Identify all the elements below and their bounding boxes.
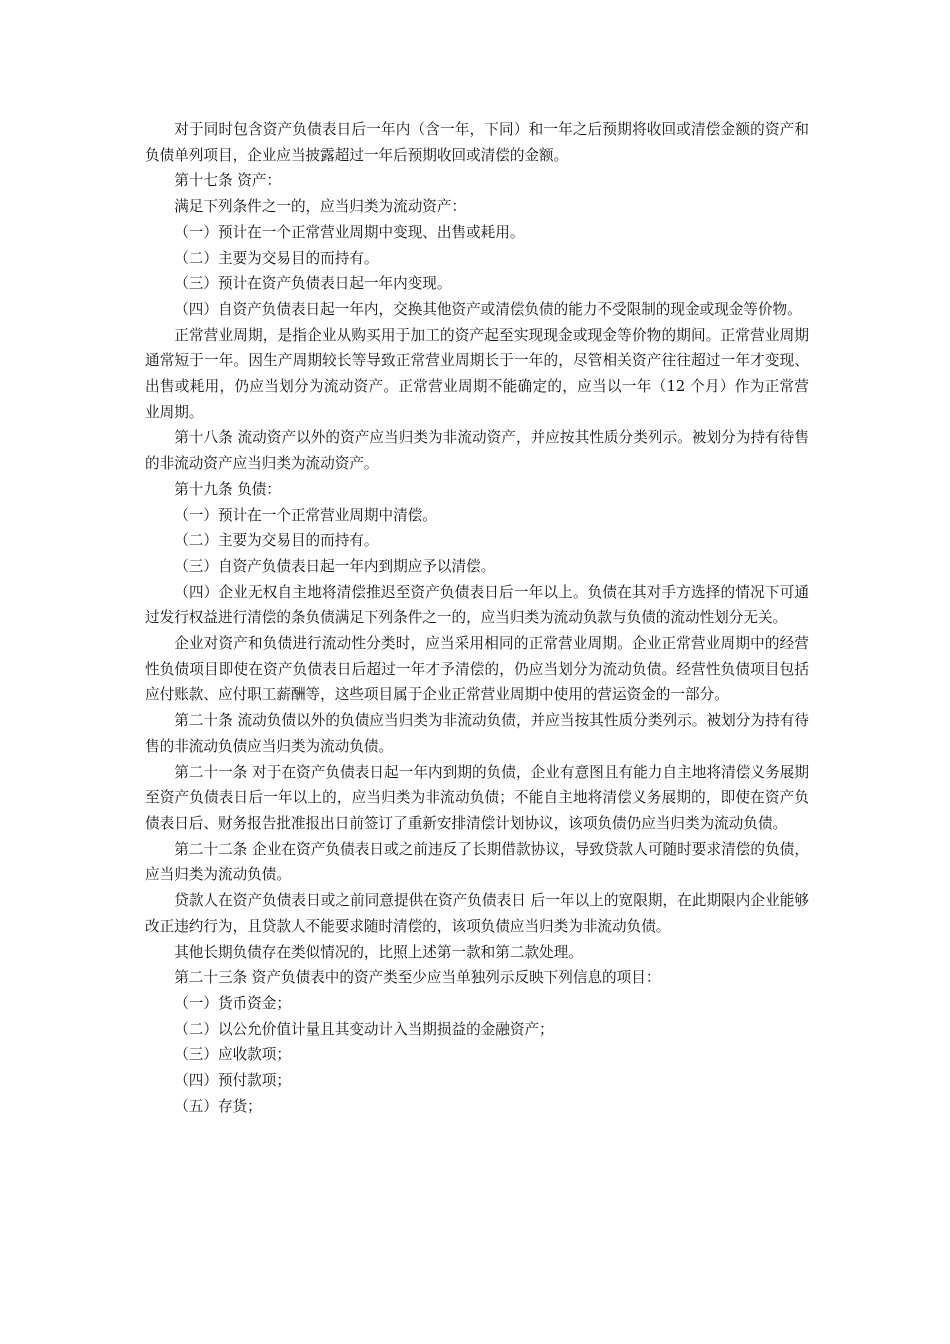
list-item: （五）存货； (174, 1097, 262, 1115)
article-20-paragraph: 第二十条 流动负债以外的负债应当归类为非流动负债，并应当按其性质分类列示。被划分为持有待售的非流动负债应当归类为流动负债。 (145, 712, 809, 755)
article-18-paragraph: 第十八条 流动资产以外的资产应当归类为非流动资产，并应按其性质分类列示。被划分为持有待售的非流动资产应当归类为流动资产。 (145, 429, 809, 473)
paragraph: 贷款人在资产负债表日或之前同意提供在资产负债表日 后一年以上的宽限期，在此期限内企业能够改正违约行为，且贷款人不能要求随时清偿的，该项负债应当归类为非流动负债。 (145, 892, 809, 935)
list-item: （三）自资产负债表日起一年内到期应予以清偿。 (174, 557, 496, 575)
list-item: （四）预付款项； (174, 1072, 291, 1090)
article-17-heading: 第十七条 资产： (174, 172, 281, 190)
list-item: （四）企业无权自主地将清偿推迟至资产负债表日后一年以上。负债在其对手方选择的情况下可通过发行权益进行清偿的条负债满足下列条件之一的，应当归类为流动负款与负债的流动性划分无关。 (145, 583, 809, 627)
list-item: （一）预计在一个正常营业周期中清偿。 (174, 506, 437, 524)
list-item: （一）预计在一个正常营业周期中变现、出售或耗用。 (174, 223, 525, 241)
document-page (145, 117, 809, 1119)
article-19-heading: 第十九条 负债： (174, 480, 281, 498)
list-item: （一）货币资金； (174, 994, 291, 1012)
list-item: （三）应收款项； (174, 1046, 291, 1064)
paragraph: 企业对资产和负债进行流动性分类时，应当采用相同的正常营业周期。企业正常营业周期中的经营性负债项目即使在资产负债表日后超过一年才予清偿的，仍应当划分为流动负债。经营性负债项目包括应付账款、应付职工薪酬等，这些项目属于企业正常营业周期中使用的营运资金的一部分。 (145, 635, 809, 704)
paragraph: 对于同时包含资产负债表日后一年内（含一年，下同）和一年之后预期将收回或清偿金额的资产和负债单列项目，企业应当披露超过一年后预期收回或清偿的金额。 (145, 121, 809, 164)
list-item: （二）以公允价值计量且其变动计入当期损益的金融资产； (174, 1020, 554, 1038)
list-item: （三）预计在资产负债表日起一年内变现。 (174, 275, 452, 293)
paragraph: 满足下列条件之一的，应当归类为流动资产： (174, 198, 467, 216)
paragraph: 正常营业周期，是指企业从购买用于加工的资产起至实现现金或现金等价物的期间。正常营业周期通常短于一年。因生产周期较长等导致正常营业周期长于一年的，尽管相关资产往往超过一年才变现、出售或耗用，仍应当划分为流动资产。正常营业周期不能确定的，应当以一年（12 个月）作为正常营业周期。 (145, 326, 809, 421)
article-23-heading: 第二十三条 资产负债表中的资产类至少应当单独列示反映下列信息的项目： (174, 969, 661, 987)
article-21-paragraph: 第二十一条 对于在资产负债表日起一年内到期的负债，企业有意图且有能力自主地将清偿义务展期至资产负债表日后一年以上的，应当归类为非流动负债；不能自主地将清偿义务展期的，即使在资产负债表日后、财务报告批准报出日前签订了重新安排清偿计划协议，该项负债仍应当归类为流动负债。 (145, 763, 809, 832)
list-item: （四）自资产负债表日起一年内，交换其他资产或清偿负债的能力不受限制的现金或现金等价物。 (174, 300, 802, 318)
paragraph: 其他长期负债存在类似情况的，比照上述第一款和第二款处理。 (174, 943, 583, 961)
article-22-paragraph: 第二十二条 企业在资产负债表日或之前违反了长期借款协议，导致贷款人可随时要求清偿的负债，应当归类为流动负债。 (145, 840, 809, 884)
list-item: （二）主要为交易目的而持有。 (174, 532, 379, 550)
list-item: （二）主要为交易目的而持有。 (174, 249, 379, 267)
